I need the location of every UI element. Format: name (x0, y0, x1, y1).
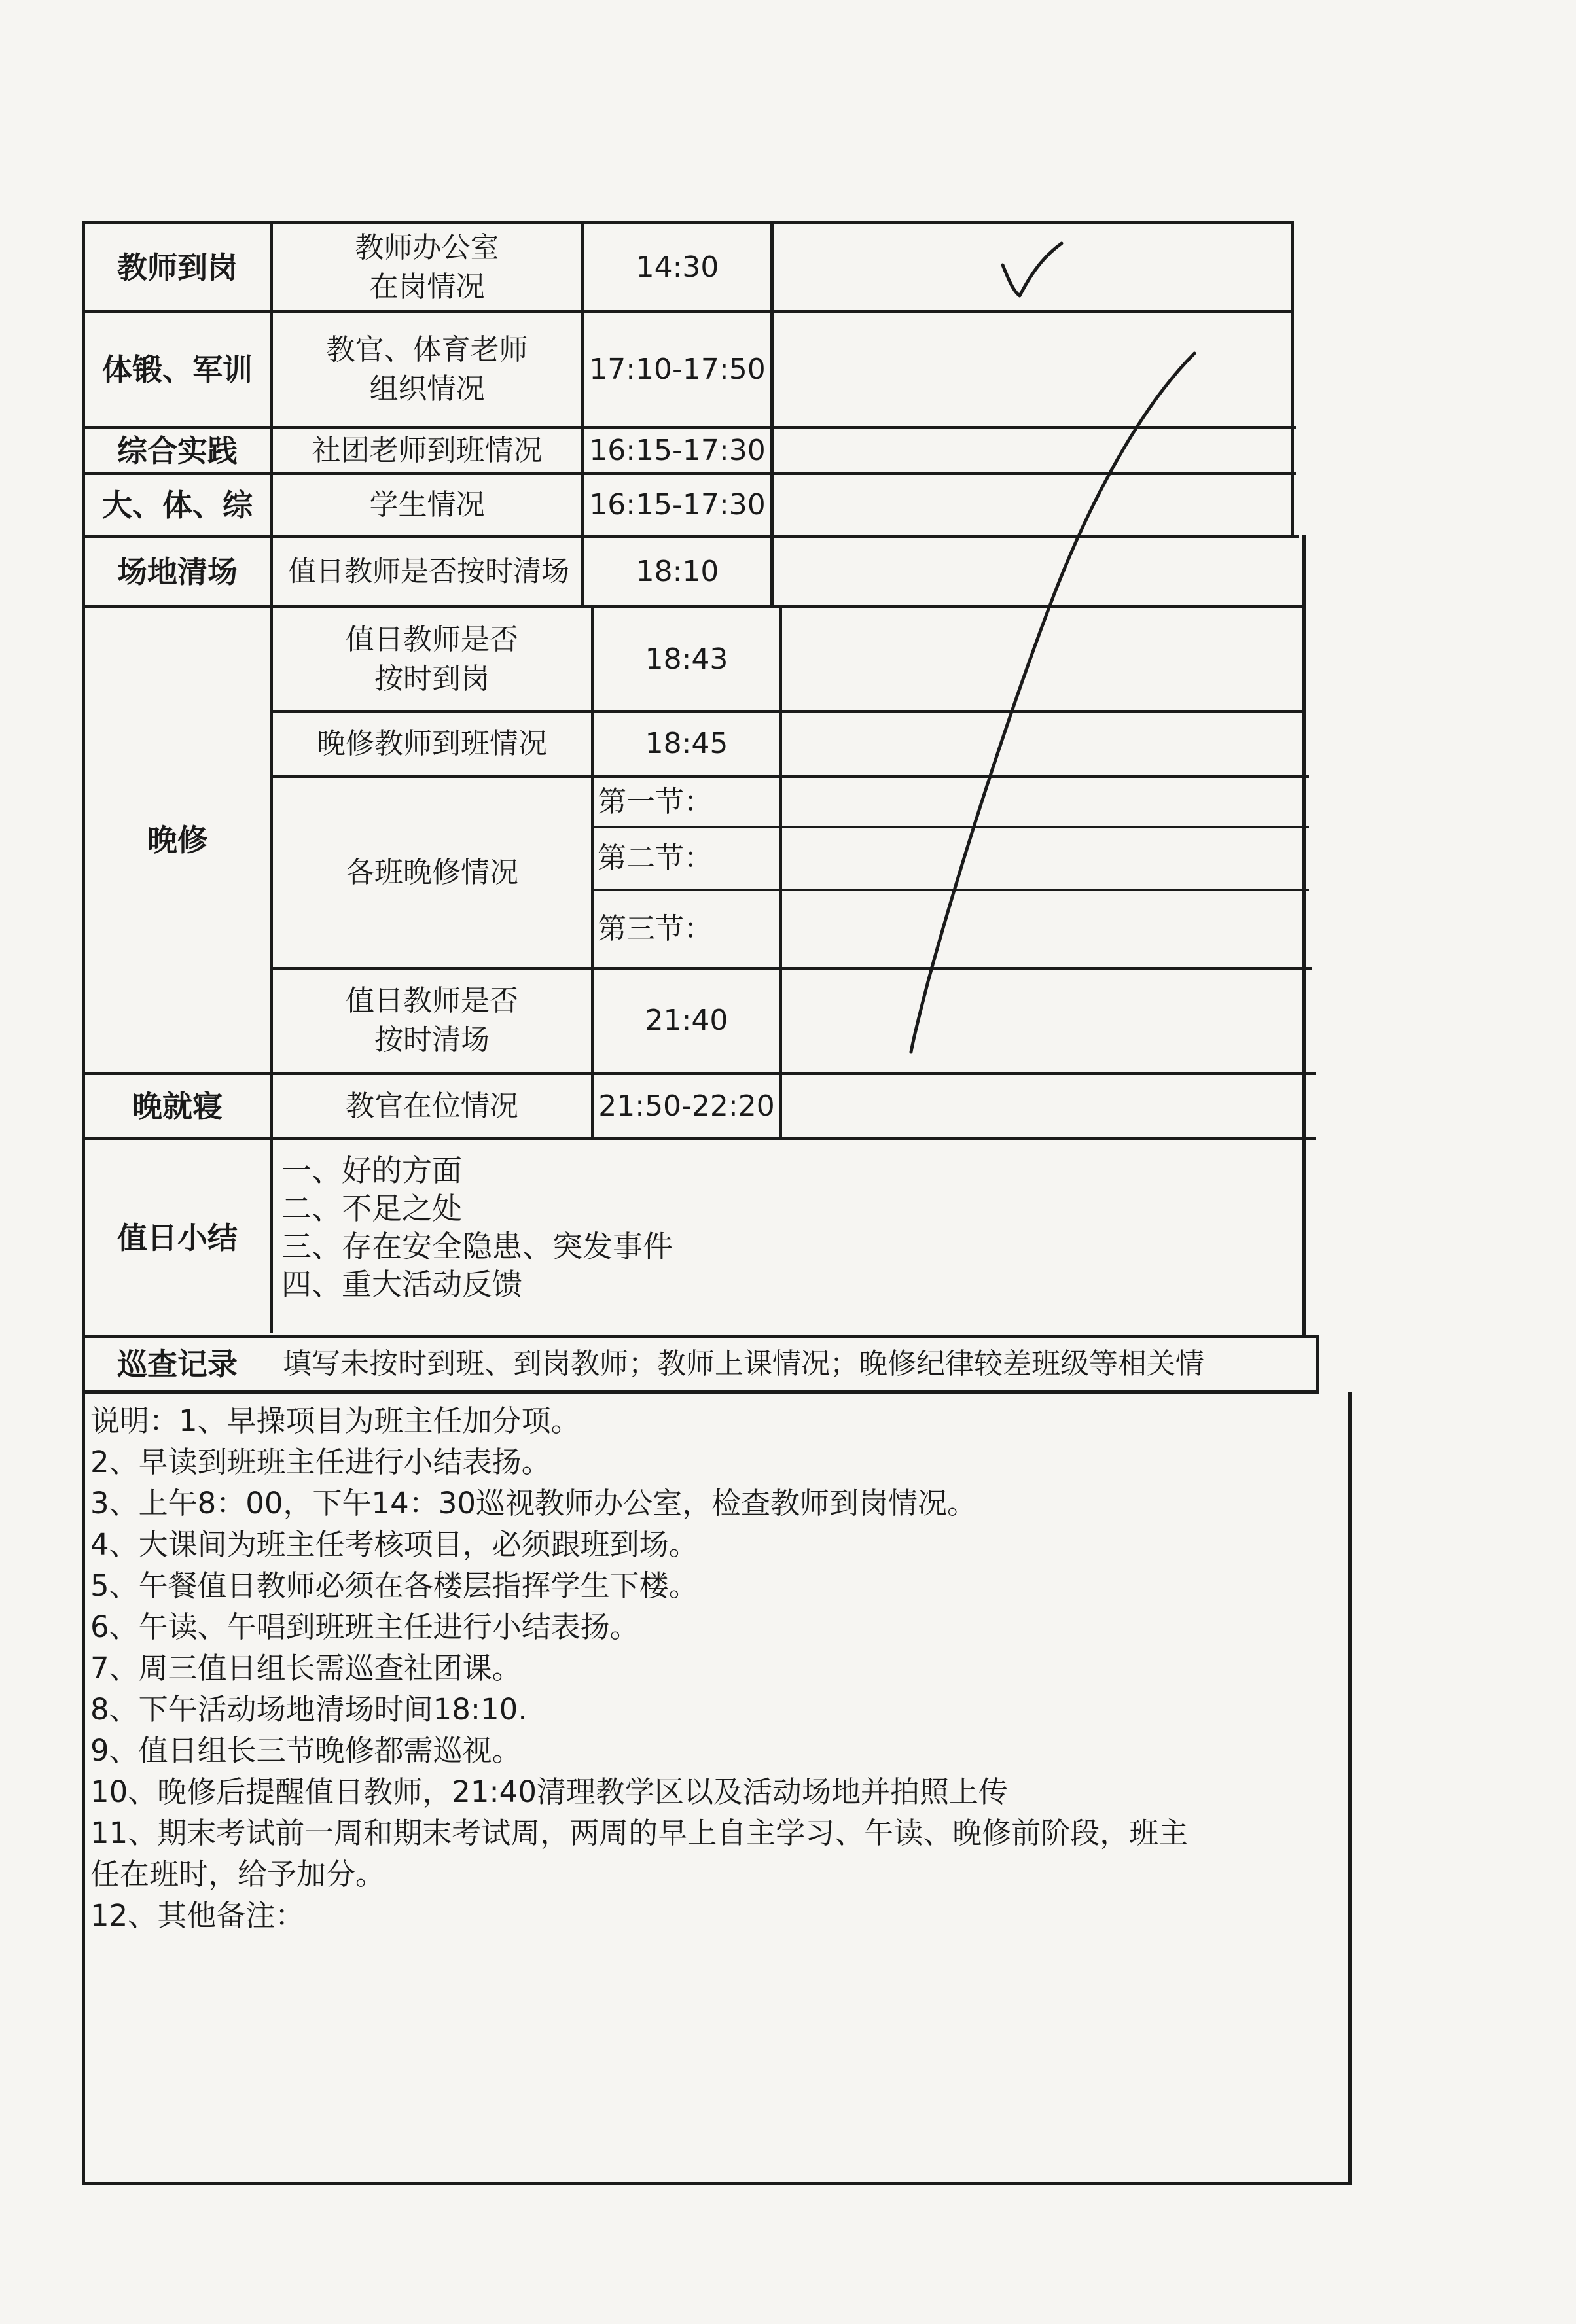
patrol-instructions: 填写未按时到班、到岗教师；教师上课情况；晚修纪律较差班级等相关情 (283, 1347, 1204, 1381)
item-arrival-on-time (273, 608, 591, 710)
note-line: 11、期末考试前一周和期末考试周，两周的早上自主学习、午读、晚修前阶段，班主 (90, 1816, 1189, 1850)
rule (1302, 535, 1306, 1337)
item-evening-teacher-arrival: 晚修教师到班情况 (317, 727, 547, 760)
time-value: 18:45 (645, 727, 728, 760)
record-cell[interactable] (782, 1075, 1302, 1137)
item-line: 按时到岗 (374, 661, 490, 695)
record-cell[interactable] (782, 778, 1302, 826)
summary-item-safety: 三、存在安全隐患、突发事件 (281, 1229, 673, 1264)
summary-item-shortcomings: 二、不足之处 (281, 1191, 462, 1226)
record-cell[interactable] (774, 224, 1291, 310)
note-line: 10、晚修后提醒值日教师，21:40清理教学区以及活动场地并拍照上传 (90, 1774, 1008, 1809)
note-line: 5、午餐值日教师必须在各楼层指挥学生下楼。 (90, 1568, 698, 1603)
item-line: 值日教师是否 (346, 984, 518, 1017)
category-exercise-military: 体锻、军训 (102, 352, 253, 387)
item-clearing-on-time: 值日教师是否按时清场 (288, 555, 569, 588)
note-line: 2、早读到班班主任进行小结表扬。 (90, 1445, 551, 1479)
category-teacher-on-duty: 教师到岗 (117, 249, 238, 285)
record-cell[interactable] (782, 970, 1302, 1072)
item-instructor-organization (273, 313, 581, 426)
note-line: 9、值日组长三节晚修都需巡视。 (90, 1733, 522, 1768)
item-line: 按时清场 (374, 1023, 490, 1057)
note-line: 6、午读、午唱到班班主任进行小结表扬。 (90, 1610, 639, 1644)
time-value: 18:10 (636, 554, 719, 588)
item-line: 值日教师是否 (346, 622, 518, 656)
item-club-teacher: 社团老师到班情况 (312, 433, 543, 467)
record-cell[interactable] (782, 713, 1302, 775)
record-cell[interactable] (782, 891, 1302, 967)
rule (1348, 1392, 1352, 2184)
summary-item-major-activities: 四、重大活动反馈 (281, 1267, 522, 1302)
rule (85, 1390, 1319, 1394)
notes-section (90, 1400, 1344, 2175)
note-line: 12、其他备注： (90, 1898, 305, 1933)
note-line: 8、下午活动场地清场时间18:10. (90, 1692, 528, 1727)
rule (1291, 221, 1294, 535)
rule (1316, 1337, 1319, 1392)
note-line: 说明：1、早操项目为班主任加分项。 (90, 1403, 581, 1438)
item-clearing-after-evening (273, 970, 591, 1072)
period-1-label: 第一节： (598, 784, 713, 819)
item-line: 教师办公室 (355, 230, 499, 264)
record-cell[interactable] (782, 608, 1302, 710)
record-cell[interactable] (774, 313, 1291, 426)
category-evening-study: 晚修 (147, 822, 207, 858)
category-practice: 综合实践 (117, 432, 238, 468)
item-line: 在岗情况 (369, 270, 485, 304)
summary-list (281, 1152, 1296, 1328)
item-office-presence (273, 224, 581, 310)
item-line: 组织情况 (369, 372, 485, 406)
item-class-evening-status: 各班晚修情况 (346, 855, 518, 889)
record-cell[interactable] (774, 475, 1291, 535)
period-3-label: 第三节： (598, 912, 713, 945)
time-value: 16:15-17:30 (589, 433, 766, 467)
time-value: 18:43 (645, 642, 728, 676)
category-patrol-record: 巡查记录 (117, 1347, 238, 1382)
period-2-label: 第二节： (598, 841, 713, 875)
item-student-status: 学生情况 (369, 487, 485, 521)
time-value: 17:10-17:50 (589, 353, 766, 386)
time-value: 21:40 (645, 1004, 728, 1037)
note-line: 任在班时，给予加分。 (90, 1857, 385, 1892)
record-cell[interactable] (782, 828, 1302, 889)
category-venue-clearing: 场地清场 (117, 554, 238, 590)
category-da-ti-zong: 大、体、综 (102, 487, 253, 523)
category-bedtime: 晚就寝 (132, 1088, 223, 1124)
time-value: 16:15-17:30 (589, 487, 766, 521)
rule (82, 2182, 1352, 2185)
category-duty-summary: 值日小结 (117, 1220, 238, 1256)
item-instructor-in-position: 教官在位情况 (346, 1089, 518, 1123)
item-line: 教官、体育老师 (326, 333, 528, 366)
record-cell[interactable] (774, 429, 1291, 472)
time-value: 21:50-22:20 (598, 1089, 775, 1123)
record-cell[interactable] (774, 538, 1302, 605)
summary-item-good: 一、好的方面 (281, 1153, 462, 1188)
note-line: 7、周三值日组长需巡查社团课。 (90, 1651, 522, 1685)
note-line: 3、上午8：00，下午14：30巡视教师办公室，检查教师到岗情况。 (90, 1486, 977, 1521)
time-value: 14:30 (636, 250, 719, 284)
note-line: 4、大课间为班主任考核项目，必须跟班到场。 (90, 1527, 698, 1562)
